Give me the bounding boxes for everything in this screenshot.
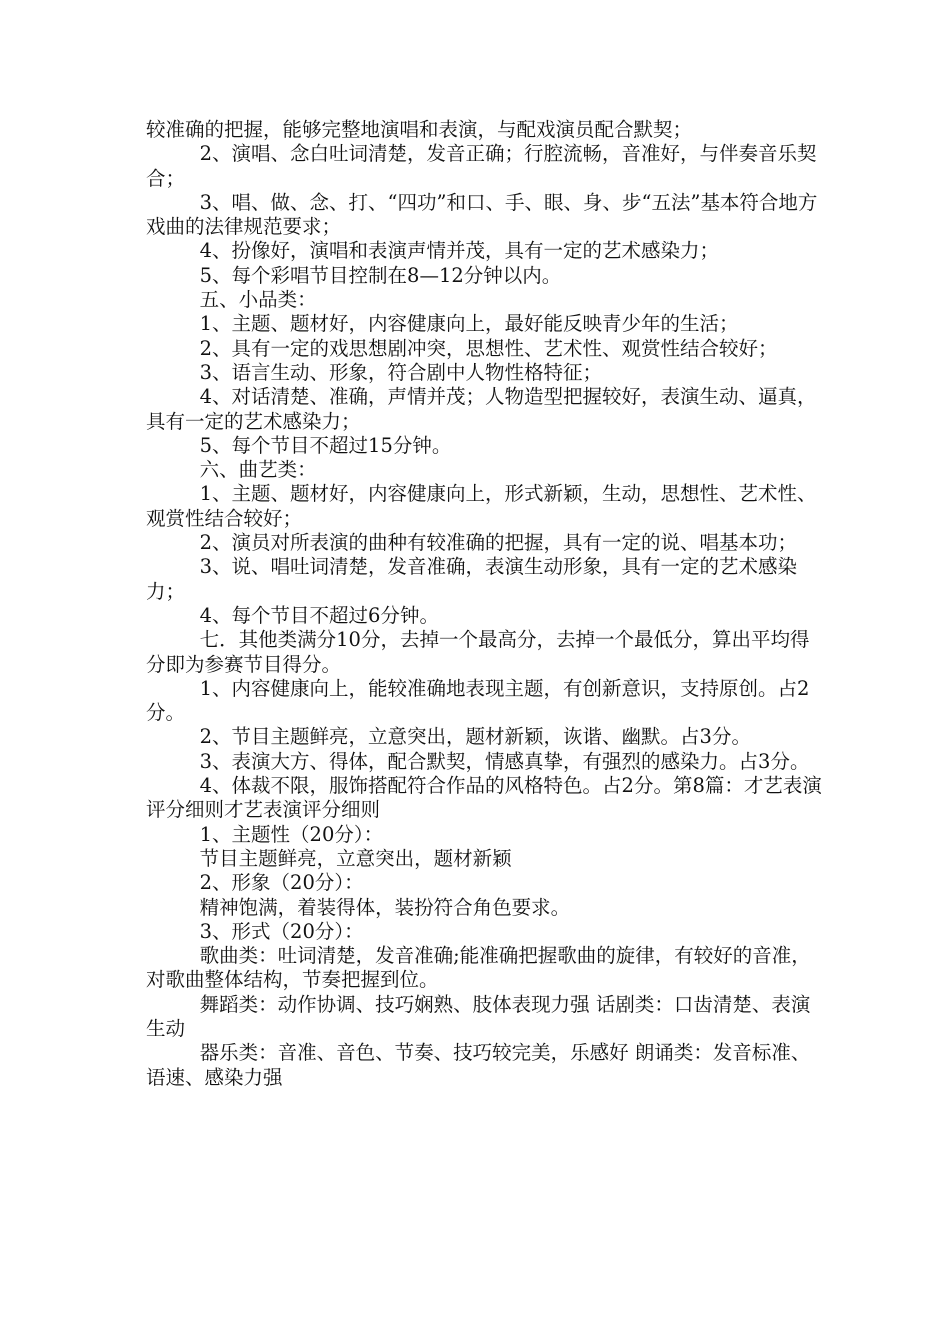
section-heading: 六、曲艺类： [199, 458, 317, 482]
document-body [146, 118, 826, 1090]
paragraph: 1、内容健康向上，能较准确地表现主题，有创新意识，支持原创。占2分。 [146, 676, 810, 725]
paragraph: 5、每个节目不超过15分钟。 [199, 433, 452, 457]
paragraph: 4、对话清楚、准确，声情并茂；人物造型把握较好，表演生动、逼真，具有一定的艺术感染力； [146, 385, 817, 433]
paragraph: 3、表演大方、得体，配合默契，情感真挚，有强烈的感染力。占3分。 [199, 749, 810, 773]
section-heading: 五、小品类： [199, 288, 317, 312]
paragraph: 2、演员对所表演的曲种有较准确的把握，具有一定的说、唱基本功； [199, 531, 798, 555]
paragraph: 2、演唱、念白吐词清楚，发音正确；行腔流畅，音准好，与伴奏音乐契合； [146, 142, 817, 190]
paragraph: 1、主题、题材好，内容健康向上，形式新颖，生动，思想性、艺术性、观赏性结合较好； [146, 482, 817, 530]
paragraph: 4、每个节目不超过6分钟。 [199, 603, 439, 627]
paragraph: 4、体裁不限，服饰搭配符合作品的风格特色。占2分。第8篇：才艺表演评分细则才艺表演评分细则 [146, 774, 822, 822]
section-heading: 七．其他类满分10分，去掉一个最高分，去掉一个最低分，算出平均得分即为参赛节目得分。 [146, 628, 810, 676]
paragraph: 节目主题鲜亮，立意突出，题材新颖 [199, 846, 512, 870]
paragraph: 4、扮像好，演唱和表演声情并茂，具有一定的艺术感染力； [199, 239, 720, 263]
paragraph: 精神饱满，着装得体，装扮符合角色要求。 [199, 895, 571, 919]
paragraph: 3、语言生动、形象，符合剧中人物性格特征； [199, 360, 603, 384]
paragraph: 器乐类：音准、音色、节奏、技巧较完美，乐感好 朗诵类：发音标准、语速、感染力强 [146, 1041, 811, 1089]
paragraph-continuation: 较准确的把握，能够完整地演唱和表演，与配戏演员配合默契； [146, 118, 693, 141]
paragraph: 1、主题性（20分）： [199, 822, 384, 846]
paragraph: 2、具有一定的戏思想剧冲突，思想性、艺术性、观赏性结合较好； [199, 336, 778, 360]
paragraph: 3、形式（20分）： [199, 919, 364, 943]
paragraph: 2、节目主题鲜亮，立意突出，题材新颖，诙谐、幽默。占3分。 [199, 725, 751, 749]
paragraph: 1、主题、题材好，内容健康向上，最好能反映青少年的生活； [199, 312, 739, 336]
paragraph: 3、说、唱吐词清楚，发音准确，表演生动形象，具有一定的艺术感染力； [146, 555, 798, 603]
paragraph: 舞蹈类：动作协调、技巧娴熟、肢体表现力强 话剧类：口齿清楚、表演生动 [146, 992, 811, 1040]
paragraph: 3、唱、做、念、打、“四功”和口、手、眼、身、步“五法”基本符合地方戏曲的法律规范要求； [146, 190, 818, 239]
paragraph: 5、每个彩唱节目控制在8—12分钟以内。 [199, 263, 562, 287]
paragraph: 歌曲类：吐词清楚，发音准确;能准确把握歌曲的旋律，有较好的音准，对歌曲整体结构，节奏把握到位。 [146, 944, 811, 992]
paragraph: 2、形象（20分）： [199, 871, 364, 895]
